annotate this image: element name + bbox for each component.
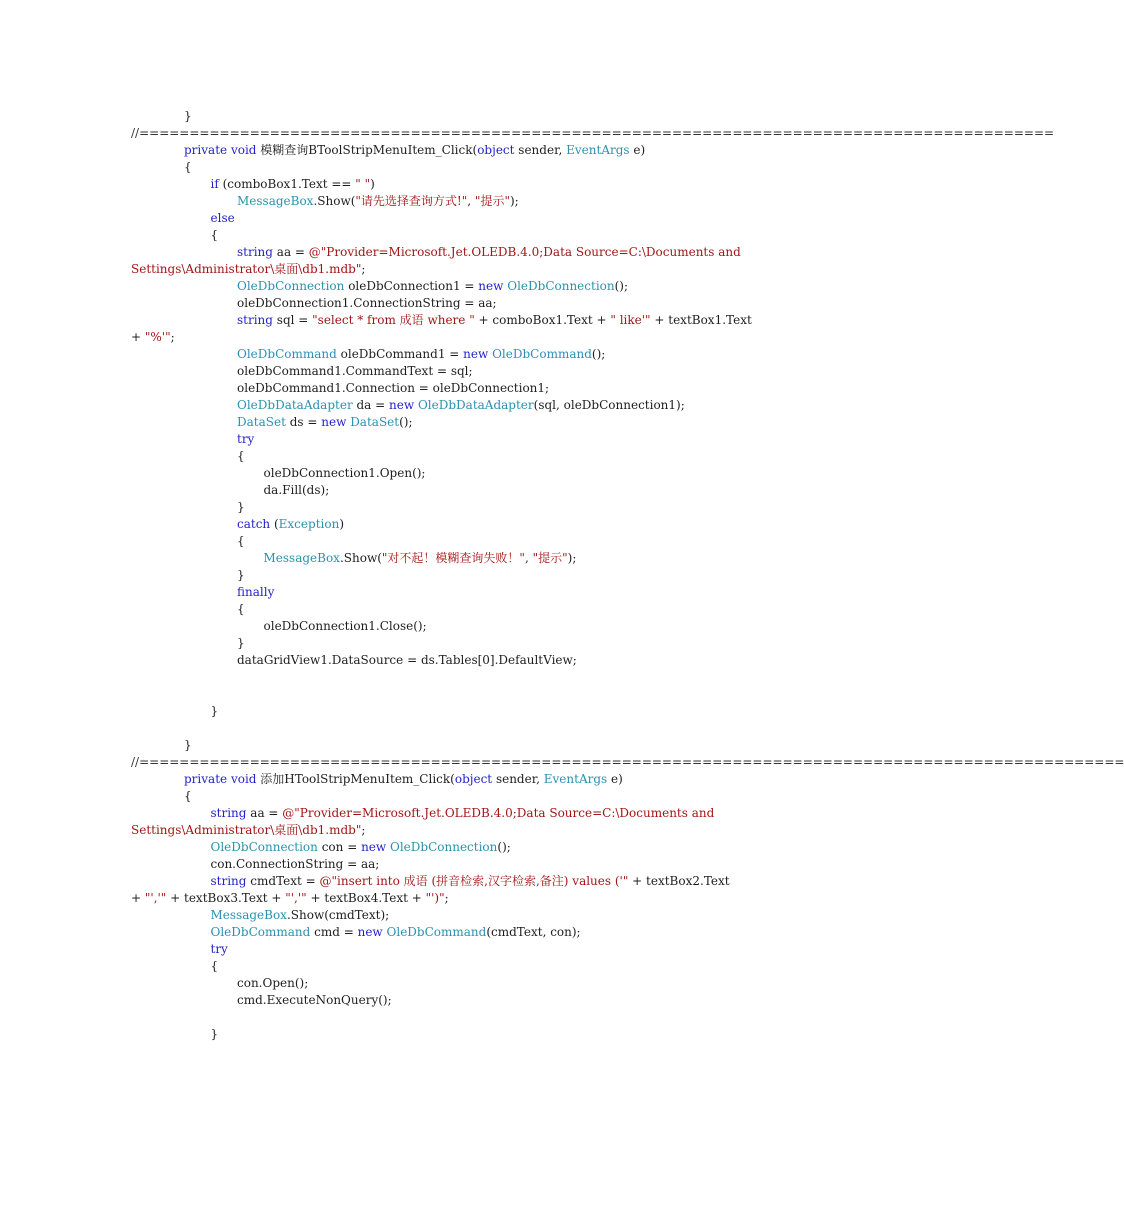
type-name: EventArgs bbox=[543, 772, 608, 786]
code-text: (); bbox=[614, 279, 629, 293]
code-text: da = bbox=[352, 398, 390, 412]
code-text: 添加HToolStripMenuItem_Click( bbox=[256, 772, 455, 786]
code-line bbox=[237, 363, 473, 380]
keyword: new bbox=[389, 398, 415, 412]
code-text: (); bbox=[399, 415, 413, 429]
code-line bbox=[237, 516, 344, 533]
string-literal: "','" bbox=[285, 891, 307, 905]
type-name: OleDbCommand bbox=[386, 925, 487, 939]
code-text: con = bbox=[317, 840, 362, 854]
keyword: catch bbox=[237, 517, 271, 531]
type-name: OleDbDataAdapter bbox=[417, 398, 534, 412]
keyword: new bbox=[357, 925, 383, 939]
code-text: .Show(cmdText); bbox=[286, 908, 390, 922]
code-line bbox=[184, 108, 192, 125]
code-text: ); bbox=[567, 551, 577, 565]
keyword: string bbox=[210, 874, 247, 888]
code-text: aa = bbox=[272, 245, 309, 259]
code-text: ; bbox=[444, 891, 449, 905]
type-name: OleDbDataAdapter bbox=[237, 398, 353, 412]
code-line bbox=[237, 193, 519, 210]
code-text: cmdText = bbox=[246, 874, 320, 888]
code-text: ) bbox=[339, 517, 344, 531]
code-text: e) bbox=[629, 143, 646, 157]
code-line bbox=[237, 431, 254, 448]
code-text: } bbox=[184, 738, 192, 752]
keyword: void bbox=[230, 772, 257, 786]
code-line bbox=[211, 703, 219, 720]
code-text: { bbox=[184, 789, 192, 803]
code-line bbox=[237, 346, 605, 363]
code-text: (sql, oleDbConnection1); bbox=[533, 398, 685, 412]
type-name: MessageBox bbox=[237, 194, 314, 208]
code-line bbox=[131, 754, 1124, 771]
code-line bbox=[237, 295, 497, 312]
type-name: OleDbCommand bbox=[492, 347, 592, 361]
keyword: new bbox=[463, 347, 489, 361]
code-text: (comboBox1.Text == bbox=[218, 177, 356, 191]
code-text: (); bbox=[591, 347, 606, 361]
code-text: } bbox=[237, 636, 245, 650]
code-line bbox=[237, 278, 628, 295]
code-text: { bbox=[237, 602, 245, 616]
code-line bbox=[237, 312, 752, 329]
code-line bbox=[131, 261, 365, 278]
keyword: new bbox=[321, 415, 347, 429]
code-text: + textBox4.Text + bbox=[306, 891, 426, 905]
code-line bbox=[211, 941, 228, 958]
code-text: { bbox=[237, 534, 245, 548]
code-text: + bbox=[131, 891, 145, 905]
code-text: ); bbox=[509, 194, 519, 208]
string-literal: "提示" bbox=[474, 194, 510, 208]
code-text: ; bbox=[361, 823, 366, 837]
keyword: new bbox=[478, 279, 504, 293]
code-line bbox=[237, 397, 685, 414]
code-line bbox=[237, 380, 549, 397]
keyword: private bbox=[184, 772, 228, 786]
string-literal: "select * from 成语 where " bbox=[312, 313, 475, 327]
code-line bbox=[211, 873, 730, 890]
code-line bbox=[131, 329, 175, 346]
code-line bbox=[237, 975, 308, 992]
type-name: MessageBox bbox=[263, 551, 340, 565]
code-line bbox=[237, 244, 741, 261]
code-text: sender, bbox=[492, 772, 544, 786]
string-literal: " like'" bbox=[610, 313, 651, 327]
code-line bbox=[211, 805, 715, 822]
code-text: } bbox=[237, 568, 245, 582]
keyword: finally bbox=[237, 585, 275, 599]
code-text: con.ConnectionString = aa; bbox=[210, 857, 380, 871]
code-line bbox=[211, 856, 380, 873]
comment: //=========================================================================================== bbox=[131, 126, 1055, 140]
keyword: string bbox=[237, 245, 273, 259]
string-literal: " " bbox=[355, 177, 371, 191]
string-literal: "对不起！模糊查询失败！" bbox=[381, 551, 525, 565]
keyword: string bbox=[237, 313, 273, 327]
type-name: OleDbCommand bbox=[210, 925, 311, 939]
string-literal: @"insert into 成语 (拼音检索,汉字检索,备注) values ('" bbox=[319, 874, 629, 888]
string-literal: "请先选择查询方式!" bbox=[355, 194, 468, 208]
code-line bbox=[264, 482, 330, 499]
code-text: { bbox=[210, 228, 219, 242]
code-text: con.Open(); bbox=[237, 976, 309, 990]
string-literal: "','" bbox=[144, 891, 167, 905]
keyword: new bbox=[361, 840, 387, 854]
code-line bbox=[237, 652, 577, 669]
code-text: ; bbox=[170, 330, 175, 344]
code-text: + comboBox1.Text + bbox=[474, 313, 611, 327]
type-name: OleDbCommand bbox=[237, 347, 337, 361]
string-literal: "%'" bbox=[144, 330, 171, 344]
keyword: string bbox=[210, 806, 247, 820]
type-name: DataSet bbox=[237, 415, 286, 429]
code-text: oleDbConnection1 = bbox=[344, 279, 479, 293]
code-text: , bbox=[467, 194, 475, 208]
code-line bbox=[264, 618, 427, 635]
code-text: dataGridView1.DataSource = ds.Tables[0].DefaultView; bbox=[237, 653, 577, 667]
keyword: try bbox=[210, 942, 228, 956]
code-line bbox=[237, 499, 245, 516]
type-name: OleDbConnection bbox=[390, 840, 498, 854]
code-text: oleDbCommand1 = bbox=[336, 347, 464, 361]
code-line bbox=[131, 125, 1054, 142]
code-line bbox=[237, 635, 245, 652]
code-text: (); bbox=[497, 840, 511, 854]
keyword: else bbox=[210, 211, 235, 225]
type-name: Exception bbox=[278, 517, 340, 531]
code-text: } bbox=[210, 1027, 219, 1041]
code-line bbox=[211, 227, 219, 244]
string-literal: "')" bbox=[425, 891, 445, 905]
code-text: .Show( bbox=[339, 551, 382, 565]
code-text: oleDbCommand1.Connection = oleDbConnection1; bbox=[237, 381, 550, 395]
code-text: ( bbox=[270, 517, 279, 531]
code-text: e) bbox=[607, 772, 623, 786]
code-text: ; bbox=[361, 262, 366, 276]
code-text: + textBox2.Text bbox=[628, 874, 730, 888]
code-text: , bbox=[524, 551, 533, 565]
code-text: .Show( bbox=[313, 194, 356, 208]
string-literal: Settings\Administrator\桌面\db1.mdb" bbox=[131, 262, 362, 276]
code-line bbox=[184, 771, 623, 788]
code-line bbox=[211, 210, 235, 227]
code-text: sql = bbox=[272, 313, 313, 327]
code-line bbox=[211, 176, 375, 193]
code-line bbox=[184, 788, 192, 805]
code-line bbox=[237, 601, 245, 618]
code-text: cmd.ExecuteNonQuery(); bbox=[237, 993, 392, 1007]
type-name: EventArgs bbox=[566, 143, 630, 157]
code-line bbox=[211, 1026, 219, 1043]
type-name: OleDbConnection bbox=[210, 840, 318, 854]
code-line bbox=[237, 414, 413, 431]
code-line bbox=[237, 992, 392, 1009]
code-line bbox=[131, 822, 365, 839]
code-line bbox=[237, 567, 245, 584]
code-text: (cmdText, con); bbox=[486, 925, 581, 939]
code-text: 模糊查询BToolStripMenuItem_Click( bbox=[256, 143, 478, 157]
code-line bbox=[211, 907, 390, 924]
keyword: object bbox=[454, 772, 493, 786]
code-text: } bbox=[210, 704, 219, 718]
code-text: } bbox=[237, 500, 245, 514]
code-text: } bbox=[184, 109, 192, 123]
code-text: aa = bbox=[246, 806, 283, 820]
code-line bbox=[211, 924, 581, 941]
code-line bbox=[131, 890, 449, 907]
code-text: + textBox3.Text + bbox=[166, 891, 286, 905]
code-text: { bbox=[184, 160, 192, 174]
string-literal: @"Provider=Microsoft.Jet.OLEDB.4.0;Data Source=C:\Documents and bbox=[308, 245, 741, 259]
type-name: DataSet bbox=[350, 415, 400, 429]
code-line bbox=[211, 839, 511, 856]
code-line bbox=[264, 550, 577, 567]
code-text: cmd = bbox=[310, 925, 358, 939]
keyword: object bbox=[477, 143, 515, 157]
code-text: ) bbox=[370, 177, 375, 191]
code-text: ds = bbox=[285, 415, 322, 429]
code-text: oleDbCommand1.CommandText = sql; bbox=[237, 364, 473, 378]
string-literal: @"Provider=Microsoft.Jet.OLEDB.4.0;Data Source=C:\Documents and bbox=[282, 806, 715, 820]
code-text: sender, bbox=[514, 143, 567, 157]
code-text: da.Fill(ds); bbox=[263, 483, 330, 497]
code-text: + bbox=[131, 330, 145, 344]
code-line bbox=[237, 533, 245, 550]
keyword: if bbox=[210, 177, 219, 191]
code-text: + textBox1.Text bbox=[650, 313, 752, 327]
code-line bbox=[184, 159, 192, 176]
string-literal: Settings\Administrator\桌面\db1.mdb" bbox=[131, 823, 362, 837]
keyword: try bbox=[237, 432, 255, 446]
string-literal: "提示" bbox=[532, 551, 568, 565]
code-line bbox=[237, 448, 245, 465]
code-line bbox=[211, 958, 219, 975]
code-text: { bbox=[210, 959, 219, 973]
type-name: OleDbConnection bbox=[237, 279, 345, 293]
code-line bbox=[184, 142, 645, 159]
code-text: oleDbConnection1.Close(); bbox=[263, 619, 427, 633]
type-name: MessageBox bbox=[210, 908, 287, 922]
code-text: { bbox=[237, 449, 245, 463]
code-text: oleDbConnection1.ConnectionString = aa; bbox=[237, 296, 497, 310]
comment: //================================================================================================== bbox=[131, 755, 1124, 769]
code-line bbox=[264, 465, 426, 482]
code-line bbox=[184, 737, 192, 754]
keyword: void bbox=[230, 143, 257, 157]
code-text: oleDbConnection1.Open(); bbox=[263, 466, 426, 480]
keyword: private bbox=[184, 143, 228, 157]
code-line bbox=[237, 584, 274, 601]
type-name: OleDbConnection bbox=[507, 279, 615, 293]
